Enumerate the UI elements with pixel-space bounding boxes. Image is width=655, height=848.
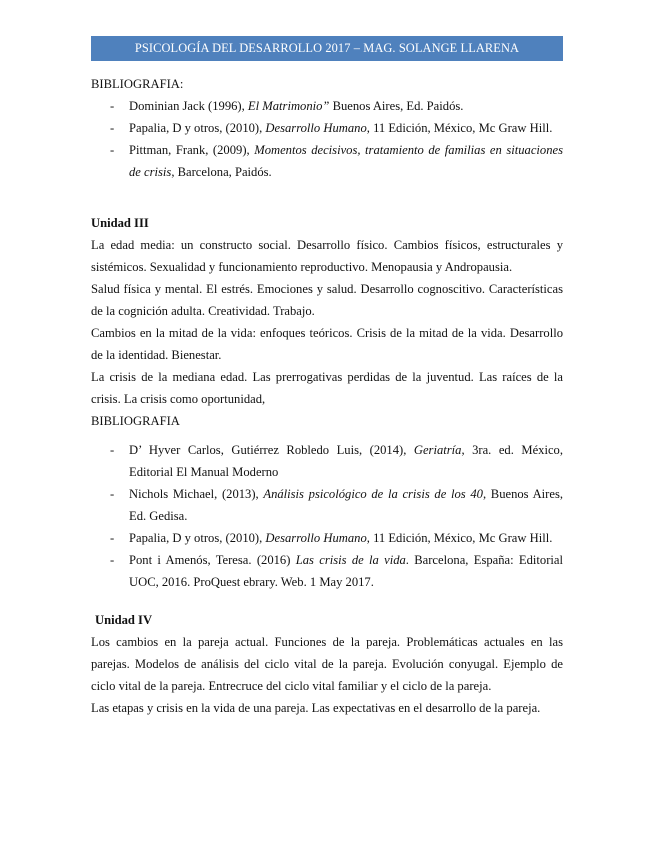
bibliography-item: [91, 139, 563, 183]
ref-title: Geriatría: [413, 443, 462, 457]
ref-title: Desarrollo Humano: [265, 121, 367, 135]
unit-4-heading: Unidad IV: [95, 613, 153, 627]
unit-3-paragraph: La crisis de la mediana edad. Las prerrogativas perdidas de la juventud. Las raíces de la crisis. La crisis como oportunidad,: [91, 370, 563, 406]
bibliography-list: [91, 439, 563, 593]
bibliography-item: [91, 527, 563, 549]
ref-author: Pont i Amenós, Teresa. (2016): [129, 553, 296, 567]
page-header: [91, 36, 563, 61]
ref-author: Papalia, D y otros, (2010),: [129, 121, 266, 135]
document-body: [91, 73, 563, 719]
unit-3-paragraph: Cambios en la mitad de la vida: enfoques teóricos. Crisis de la mitad de la vida. Desarrollo de la identidad. Bienestar.: [91, 326, 563, 362]
list-dash: -: [110, 121, 115, 135]
ref-title: Las crisis de la vida: [295, 553, 406, 567]
bibliography-label: BIBLIOGRAFIA: [91, 414, 180, 428]
ref-author: D’ Hyver Carlos, Gutiérrez Robledo Luis, (2014),: [129, 443, 414, 457]
bibliography-list: [91, 95, 563, 183]
ref-publisher: , 3ra. ed. México, Editorial El Manual Moderno: [129, 443, 563, 479]
list-dash: -: [110, 531, 115, 545]
ref-publisher: , Barcelona, Paidós.: [171, 165, 272, 179]
bibliography-label: BIBLIOGRAFIA:: [91, 77, 184, 91]
ref-publisher: Buenos Aires, Ed. Paidós.: [329, 99, 464, 113]
list-dash: -: [110, 143, 115, 157]
unit-3-paragraph: La edad media: un constructo social. Desarrollo físico. Cambios físicos, estructurales y sistémicos. Sexualidad y funcionamiento reproductivo. Menopausia y Andropausia.: [91, 238, 563, 274]
unit-4-paragraph: Las etapas y crisis en la vida de una pareja. Las expectativas en el desarrollo de la pareja.: [91, 701, 541, 715]
list-dash: -: [110, 99, 115, 113]
header-title: PSICOLOGÍA DEL DESARROLLO 2017 – MAG. SOLANGE LLARENA: [134, 41, 520, 55]
unit-3-heading: Unidad III: [91, 216, 149, 230]
list-dash: -: [110, 553, 115, 567]
bibliography-item: [91, 483, 563, 527]
ref-author: Nichols Michael, (2013),: [129, 487, 264, 501]
bibliography-item: [91, 95, 563, 117]
unit-4-paragraph: Los cambios en la pareja actual. Funciones de la pareja. Problemáticas actuales en las parejas. Modelos de análisis del ciclo vital de la pareja. Evolución conyugal. Ejemplo de ciclo vital de la pareja. Entrecruce del ciclo vital familiar y el ciclo de la pareja.: [91, 635, 563, 693]
bibliography-item: [91, 117, 563, 139]
ref-author: Dominian Jack (1996),: [129, 99, 248, 113]
ref-author: Pittman, Frank, (2009),: [129, 143, 255, 157]
ref-publisher: , Buenos Aires, Ed. Gedisa.: [129, 487, 563, 523]
ref-title: Desarrollo Humano: [265, 531, 367, 545]
list-dash: -: [110, 443, 115, 457]
list-dash: -: [110, 487, 115, 501]
ref-title: Momentos decisivos, tratamiento de familias en situaciones de crisis: [129, 143, 563, 179]
ref-publisher: . Barcelona, España: Editorial UOC, 2016. ProQuest ebrary. Web. 1 May 2017.: [129, 553, 563, 589]
bibliography-item: [91, 439, 563, 483]
ref-publisher: , 11 Edición, México, Mc Graw Hill.: [366, 121, 553, 135]
ref-publisher: , 11 Edición, México, Mc Graw Hill.: [366, 531, 553, 545]
ref-author: Papalia, D y otros, (2010),: [129, 531, 266, 545]
unit-3-paragraph: Salud física y mental. El estrés. Emociones y salud. Desarrollo cognoscitivo. Características de la cognición adulta. Creatividad. Trabajo.: [91, 282, 563, 318]
bibliography-item: [91, 549, 563, 593]
ref-title: El Matrimonio”: [247, 99, 330, 113]
ref-title: Análisis psicológico de la crisis de los 40: [263, 487, 483, 501]
